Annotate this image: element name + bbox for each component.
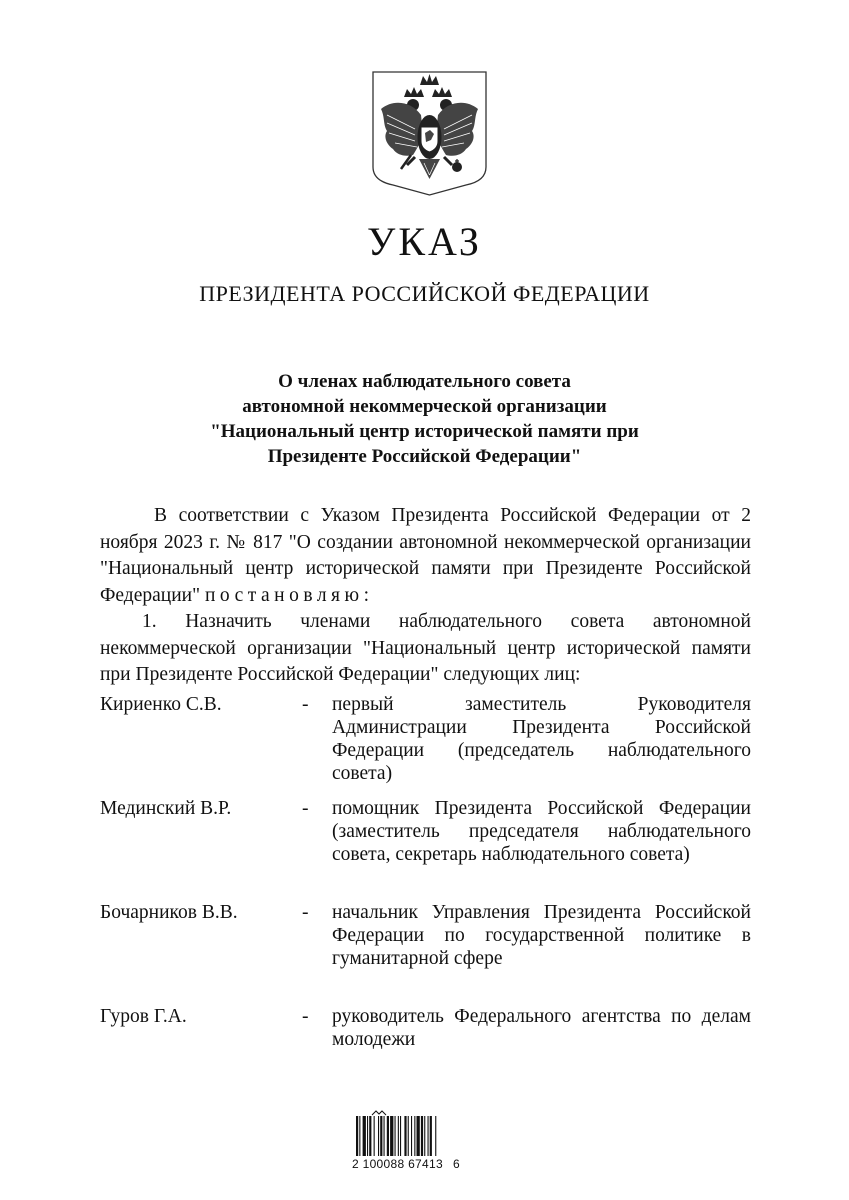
member-row (100, 901, 751, 1005)
member-row (100, 693, 751, 797)
preamble-paragraph (100, 503, 751, 609)
subject-line: Президенте Российской Федерации" (267, 446, 582, 467)
member-role: первый заместитель Руководителя Администрации Президента Российской Федерации (председатель наблюдательного совета) (332, 694, 751, 784)
document-title: УКАЗ (367, 219, 482, 264)
barcode-bar (356, 1116, 358, 1156)
member-name: Бочарников В.В. (100, 902, 238, 923)
barcode-bar (398, 1116, 399, 1156)
member-role: помощник Президента Российской Федерации (заместитель председателя наблюдательного совета, секретарь наблюдательного совета) (332, 798, 751, 865)
preamble (100, 503, 751, 689)
barcode-number (352, 1157, 472, 1171)
subject-line: автономной некоммерческой организации (242, 396, 607, 417)
barcode-bar (369, 1116, 371, 1156)
subject-line: О членах наблюдательного совета (278, 371, 571, 392)
barcode-digits: 2 100088 67413 (352, 1157, 443, 1171)
barcode-bar (380, 1116, 382, 1156)
barcode-bar (363, 1116, 366, 1156)
barcode-check-digit: 6 (452, 1157, 460, 1171)
barcode-bar (400, 1116, 401, 1156)
barcode-bar (378, 1116, 379, 1156)
member-dash: - (302, 798, 309, 819)
barcode-bar (395, 1116, 396, 1156)
barcode-bar (428, 1116, 429, 1156)
barcode-bar (359, 1116, 360, 1156)
item-1-paragraph: 1. Назначить членами наблюдательного совета автономной некоммерческой организации "Национальный центр исторической памяти при Президенте Российской Федерации" следующих лиц: (100, 611, 751, 685)
member-name: Кириенко С.В. (100, 694, 222, 715)
barcode-bar (367, 1116, 368, 1156)
barcode-bar (424, 1116, 425, 1156)
members-list (100, 693, 751, 1051)
barcode-bar (430, 1116, 432, 1156)
barcode-bar (414, 1116, 415, 1156)
coat-of-arms-icon (371, 71, 488, 196)
member-dash: - (302, 694, 309, 715)
barcode-bar (404, 1116, 406, 1156)
decree-subject (100, 369, 749, 469)
barcode-bar (417, 1116, 420, 1156)
barcode-bar (390, 1116, 393, 1156)
barcode-bar (435, 1116, 436, 1156)
decree-word: постановляю: (204, 584, 374, 606)
barcode-logo-mark (372, 1111, 386, 1115)
member-row (100, 1005, 751, 1051)
barcode-bar (387, 1116, 389, 1156)
member-name: Гуров Г.А. (100, 1006, 187, 1027)
barcode-bar (411, 1116, 412, 1156)
member-row (100, 797, 751, 901)
preamble-text: В соответствии с Указом Президента Российской Федерации от 2 ноября 2023 г. № 817 "О создании автономной некоммерческой организации "Национальный центр исторической памяти при Президенте Российской Федерации" (100, 505, 751, 606)
member-dash: - (302, 1006, 309, 1027)
barcode-bar (408, 1116, 409, 1156)
barcode-bar (421, 1116, 423, 1156)
member-name: Мединский В.Р. (100, 798, 232, 819)
barcode-bar (374, 1116, 375, 1156)
document-subtitle: ПРЕЗИДЕНТА РОССИЙСКОЙ ФЕДЕРАЦИИ (199, 281, 650, 306)
barcode-icon (352, 1110, 464, 1190)
subject-line: "Национальный центр исторической памяти при (210, 421, 639, 442)
member-role: руководитель Федерального агентства по делам молодежи (332, 1006, 751, 1050)
barcode-bar (384, 1116, 385, 1156)
member-role: начальник Управления Президента Российской Федерации по государственной политике в гуманитарной сфере (332, 902, 751, 969)
member-dash: - (302, 902, 309, 923)
